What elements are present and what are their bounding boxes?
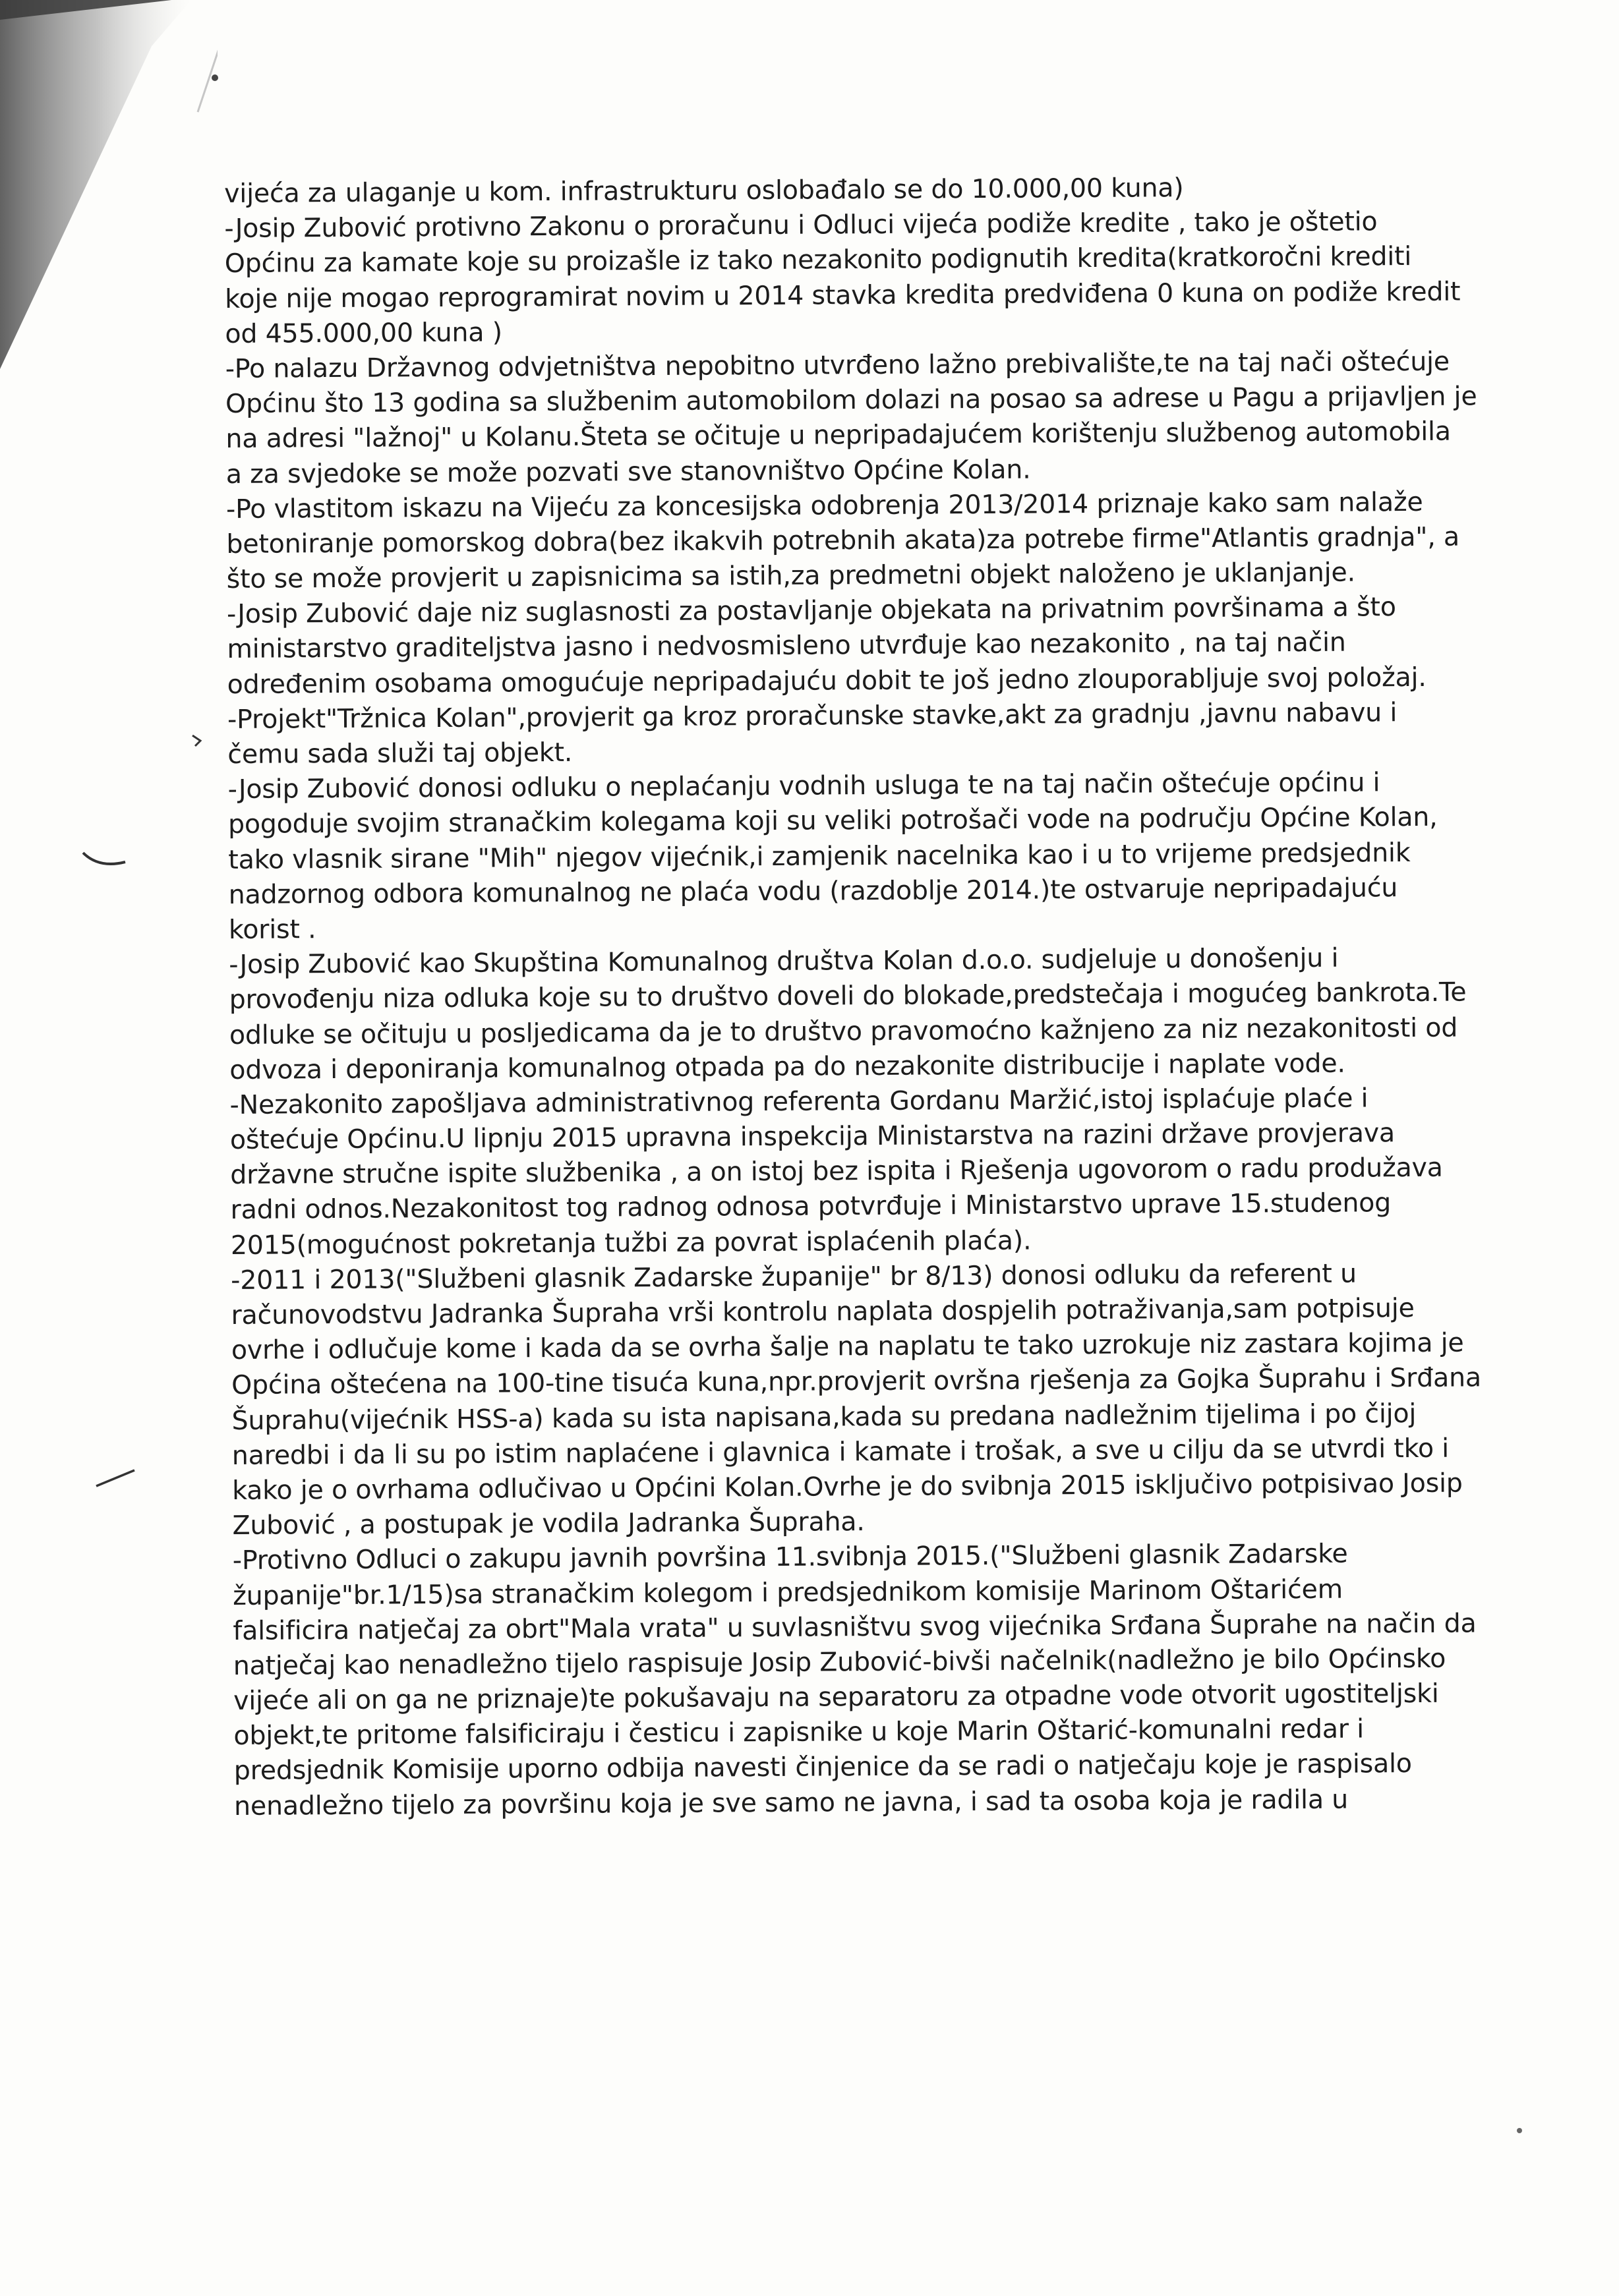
margin-mark xyxy=(189,732,208,751)
text-line: tako vlasnik sirane "Mih" njegov vijećnik,i zamjenik nacelnika kao i u to vrijeme predsjednik xyxy=(228,837,1411,875)
text-line: nenadležno tijelo za površinu koja je sve samo ne javna, i sad ta osoba koja je radila u xyxy=(233,1784,1349,1822)
text-line: natječaj kao nenadležno tijelo raspisuje Josip Zubović-bivši načelnik(nadležno je bilo Općinsko xyxy=(233,1643,1446,1681)
text-line: Zubović , a postupak je vodila Jadranka Šupraha. xyxy=(232,1507,865,1541)
text-line: računovodstvu Jadranka Šupraha vrši kontrolu naplata dospjelih potraživanja,sam potpisuje xyxy=(231,1293,1415,1331)
text-line: predsjednik Komisije uporno odbija navesti činjenice da se radi o natječaju koje je raspisalo xyxy=(233,1748,1412,1787)
text-line: -2011 i 2013("Službeni glasnik Zadarske županije" br 8/13) donosi odluku da referent u xyxy=(231,1258,1357,1296)
text-line: koje nije mogao reprogramirat novim u 2014 stavka kredita predviđena 0 kuna on podiže kredit xyxy=(224,276,1461,314)
text-line: korist . xyxy=(228,914,316,945)
text-line: provođenju niza odluka koje su to društvo doveli do blokade,predstečaja i mogućeg bankrota.Te xyxy=(229,977,1467,1016)
text-line: naredbi i da li su po istim naplaćene i glavnica i kamate i trošak, a sve u cilju da se utvrdi tko i xyxy=(231,1433,1450,1471)
text-line: na adresi "lažnoj" u Kolanu.Šteta se očituje u nepripadajućem korištenju službenog automobila xyxy=(225,416,1451,455)
text-line: Šuprahu(vijećnik HSS-a) kada su ista napisana,kada su predana nadležnim tijelima i po čijoj xyxy=(231,1398,1417,1436)
text-line: -Josip Zubović protivno Zakonu o proračunu i Odluci vijeća podiže kredite , tako je oštetio xyxy=(224,206,1378,244)
text-line: objekt,te pritome falsificiraju i česticu i zapisnike u koje Marin Oštarić-komunalni redar i xyxy=(233,1713,1365,1752)
scan-edge-shadow xyxy=(0,0,218,369)
text-line: kako je o ovrhama odlučivao u Općini Kolan.Ovrhe je do svibnja 2015 isključivo potpisivao Josip xyxy=(232,1468,1463,1506)
scan-speck xyxy=(210,72,220,83)
text-line: ministarstvo graditeljstva jasno i nedvosmisleno utvrđuje kao nezakonito , na taj način xyxy=(227,627,1346,665)
text-line: nadzornog odbora komunalnog ne plaća vodu (razdoblje 2014.)te ostvaruje nepripadajuću xyxy=(228,872,1398,910)
text-line: -Protivno Odluci o zakupu javnih površina 11.svibnja 2015.("Službeni glasnik Zadarske xyxy=(232,1538,1348,1576)
document-body xyxy=(224,169,1482,1824)
text-line: betoniranje pomorskog dobra(bez ikakvih potrebnih akata)za potrebe firme"Atlantis gradnja", a xyxy=(226,521,1460,560)
margin-mark xyxy=(92,1466,138,1493)
text-line: što se može provjerit u zapisnicima sa istih,za predmetni objekt naloženo je uklanjanje. xyxy=(226,557,1356,595)
text-line: državne stručne ispite službenika , a on istoj bez ispita i Rješenja ugovorom o radu produžava xyxy=(230,1152,1443,1191)
text-line: oštećuje Općinu.U lipnju 2015 upravna inspekcija Ministarstva na razini države provjerava xyxy=(229,1118,1396,1156)
text-line: radni odnos.Nezakonitost tog radnog odnosa potvrđuje i Ministarstvo uprave 15.studenog xyxy=(230,1188,1392,1226)
text-line: -Po vlastitom iskazu na Vijeću za koncesijska odobrenja 2013/2014 priznaje kako sam nalaže xyxy=(225,486,1423,525)
text-line: -Josip Zubović donosi odluku o neplaćanju vodnih usluga te na taj način oštećuje općinu i xyxy=(227,767,1380,805)
text-line: Općinu za kamate koje su proizašle iz tako nezakonito podignutih kredita(kratkoročni krediti xyxy=(224,241,1412,279)
text-line: vijeće ali on ga ne priznaje)te pokušavaju na separatoru za otpadne vode otvorit ugostiteljski xyxy=(233,1678,1439,1717)
text-line: čemu sada služi taj objekt. xyxy=(227,737,573,770)
text-line: -Projekt"Tržnica Kolan",provjerit ga kroz proračunske stavke,akt za gradnju ,javnu nabavu i xyxy=(227,697,1398,735)
text-line: -Nezakonito zapošljava administrativnog referenta Gordanu Maržić,istoj isplaćuje plaće i xyxy=(229,1083,1369,1120)
text-line: Općinu što 13 godina sa službenim automobilom dolazi na posao sa adrese u Pagu a prijavljen je xyxy=(225,381,1477,420)
text-line: odluke se očituju u posljedicama da je to društvo pravomoćno kažnjeno za niz nezakonitosti od xyxy=(229,1012,1458,1050)
text-line: 2015(mogućnost pokretanja tužbi za povrat isplaćenih plaća). xyxy=(230,1225,1032,1261)
text-line: županije"br.1/15)sa stranačkim kolegom i predsjednikom komisije Marinom Oštarićem xyxy=(233,1574,1343,1611)
text-line: -Josip Zubović kao Skupština Komunalnog društva Kolan d.o.o. sudjeluje u donošenju i xyxy=(229,942,1339,981)
text-line: određenim osobama omogućuje nepripadajuću dobit te još jedno zlouporabljuje svoj položaj. xyxy=(227,662,1427,700)
text-line: vijeća za ulaganje u kom. infrastrukturu oslobađalo se do 10.000,00 kuna) xyxy=(224,173,1184,209)
text-line: Općina oštećena na 100-tine tisuća kuna,npr.provjerit ovršna rješenja za Gojka Šuprahu i Srđana xyxy=(231,1362,1482,1401)
text-line: -Po nalazu Državnog odvjetništva nepobitno utvrđeno lažno prebivalište,te na taj nači oštećuje xyxy=(225,346,1450,384)
text-line: -Josip Zubović daje niz suglasnosti za postavljanje objekata na privatnim površinama a što xyxy=(226,592,1396,630)
margin-mark xyxy=(79,845,132,871)
text-line: falsificira natječaj za obrt"Mala vrata" u suvlasništvu svog vijećnika Srđana Šuprahe na način da xyxy=(233,1608,1477,1646)
text-line: odvoza i deponiranja komunalnog otpada pa do nezakonite distribucije i naplate vode. xyxy=(229,1048,1345,1085)
text-line: ovrhe i odlučuje kome i kada da se ovrha šalje na naplatu te tako uzrokuje niz zastara kojima je xyxy=(231,1327,1464,1366)
text-line: od 455.000,00 kuna ) xyxy=(225,317,503,349)
scan-speck xyxy=(1515,2126,1524,2135)
text-line: pogoduje svojim stranačkim kolegama koji su veliki potrošači vode na području Općine Kolan, xyxy=(227,802,1438,840)
text-line: a za svjedoke se može pozvati sve stanovništvo Općine Kolan. xyxy=(225,454,1031,490)
